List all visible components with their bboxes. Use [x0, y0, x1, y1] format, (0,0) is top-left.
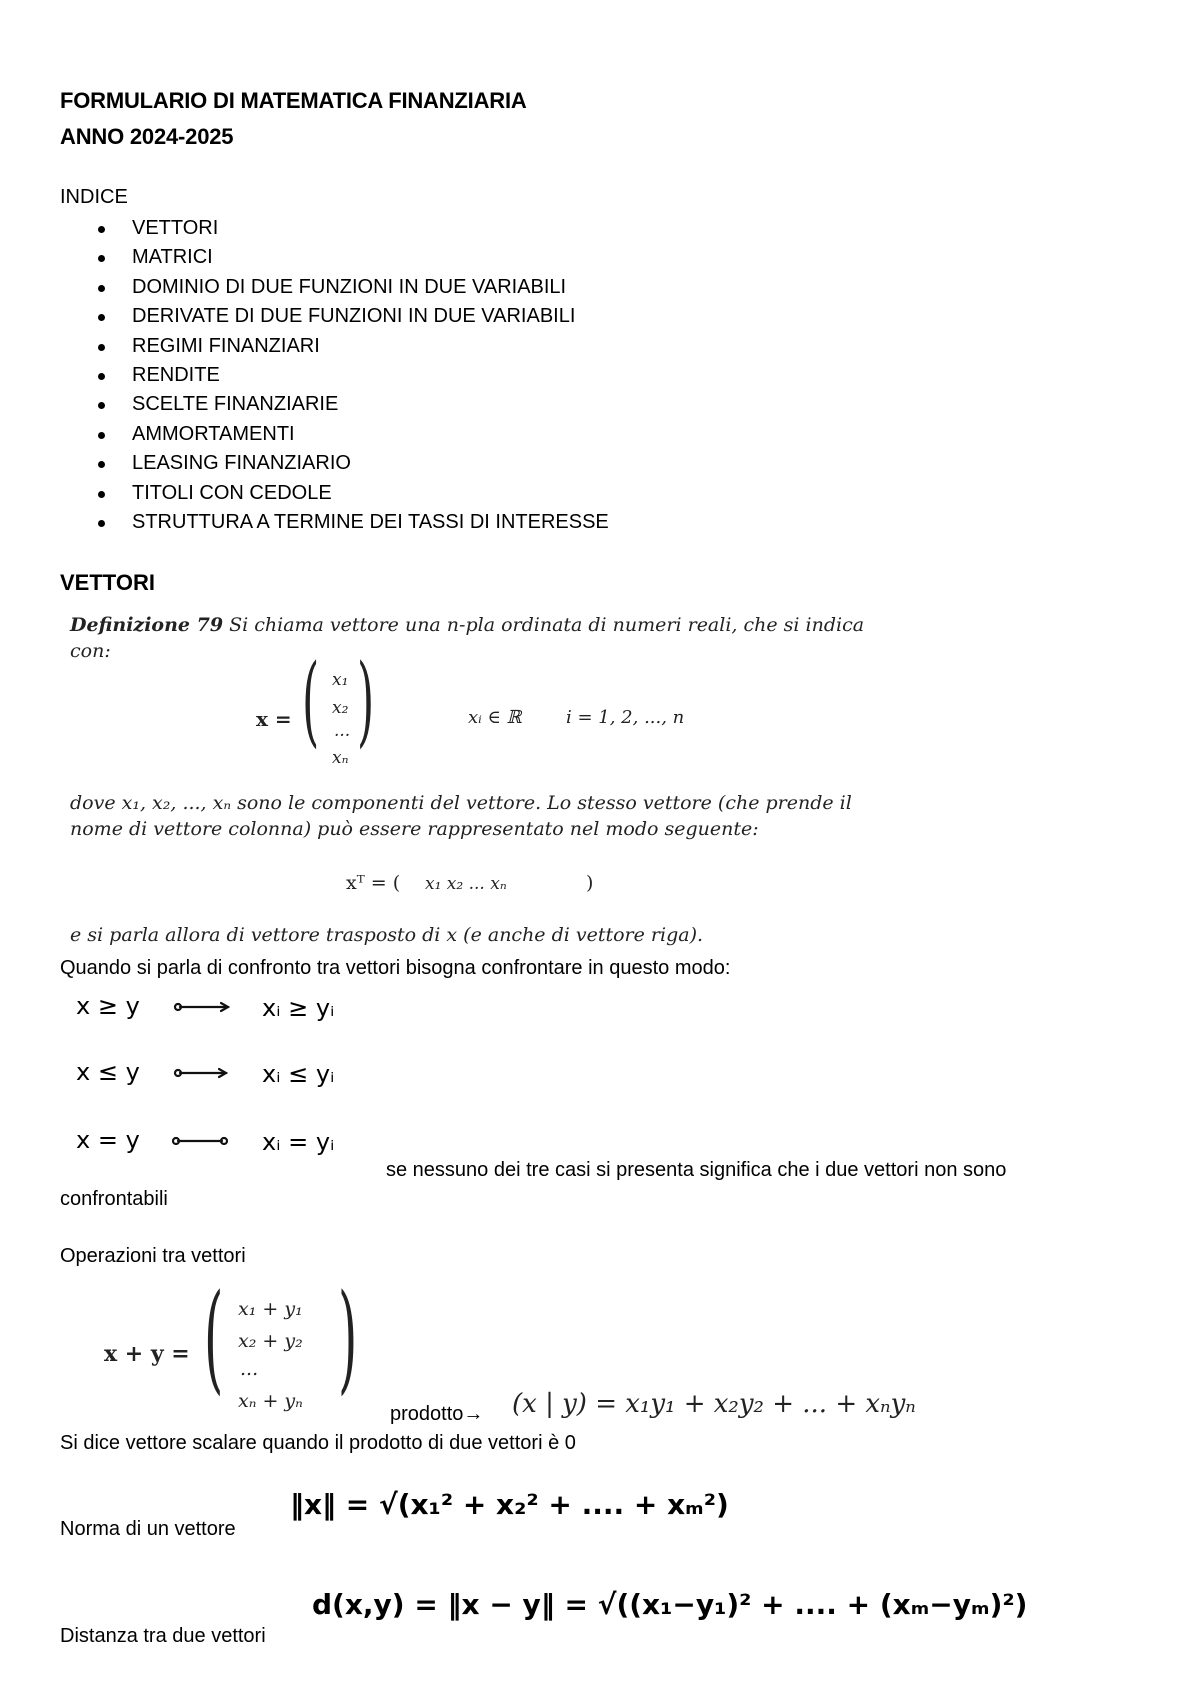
index-heading: INDICE — [60, 186, 128, 208]
definition-line-3: dove x₁, x₂, ..., xₙ sono le componenti del vettore. Lo stesso vettore (che prende il — [70, 792, 852, 814]
vector-component: xₙ — [332, 748, 349, 768]
list-item: DOMINIO DI DUE FUNZIONI IN DUE VARIABILI — [98, 273, 609, 302]
list-item: LEASING FINANZIARIO — [98, 449, 609, 478]
compare-note: se nessuno dei tre casi si presenta significa che i due vettori non sono — [386, 1159, 1007, 1181]
sum-component: xₙ + yₙ — [238, 1390, 303, 1412]
compare-intro: Quando si parla di confronto tra vettori bisogna confrontare in questo modo: — [60, 957, 731, 979]
right-paren-icon: ) — [338, 1268, 358, 1406]
product-formula: (x | y) = x₁y₁ + x₂y₂ + ... + xₙyₙ — [512, 1389, 916, 1419]
distance-label: Distanza tra due vettori — [60, 1625, 266, 1647]
compare-note-cont: confrontabili — [60, 1188, 168, 1210]
list-item: STRUTTURA A TERMINE DEI TASSI DI INTERESSE — [98, 508, 609, 537]
document-title: FORMULARIO DI MATEMATICA FINANZIARIA — [60, 88, 527, 113]
condition-index: i = 1, 2, ..., n — [566, 707, 685, 728]
definition-line-4: nome di vettore colonna) può essere rappresentato nel modo seguente: — [70, 818, 759, 840]
norm-label: Norma di un vettore — [60, 1518, 236, 1540]
definition-line-1 — [70, 614, 864, 636]
sum-component: ... — [240, 1358, 259, 1380]
definition-line-5: e si parla allora di vettore trasposto di x (e anche di vettore riga). — [70, 924, 704, 946]
bullet-icon — [98, 461, 105, 468]
transpose-row: x₁ x₂ ... xₙ — [425, 874, 507, 894]
bullet-icon — [98, 491, 105, 498]
sum-component: x₂ + y₂ — [238, 1330, 303, 1352]
bullet-icon — [98, 285, 105, 292]
operations-heading: Operazioni tra vettori — [60, 1245, 246, 1267]
bullet-icon — [98, 402, 105, 409]
transpose-lhs: xᵀ = ( — [346, 872, 401, 894]
bullet-icon — [98, 432, 105, 439]
left-paren-icon: ( — [302, 644, 320, 758]
comparison-lhs: x ≤ y — [76, 1058, 140, 1086]
bullet-icon — [98, 314, 105, 321]
right-paren-icon: ) — [357, 644, 375, 758]
bullet-icon — [98, 520, 105, 527]
definition-label: Definizione 79 — [70, 614, 224, 636]
vector-lhs: x = — [256, 707, 292, 731]
vector-component: ... — [334, 721, 351, 741]
list-item: RENDITE — [98, 361, 609, 390]
vector-component: x₁ — [332, 670, 349, 690]
bullet-icon — [98, 344, 105, 351]
distance-formula: d(x,y) = ‖x − y‖ = √((x₁−y₁)² + .... + (xₘ−yₘ)²) — [312, 1588, 1028, 1621]
comparison-rhs: xᵢ ≤ yᵢ — [262, 1060, 335, 1088]
definition-text: Si chiama vettore una n-pla ordinata di numeri reali, che si indica — [229, 614, 865, 636]
bullet-icon — [98, 373, 105, 380]
comparison-rhs: xᵢ = yᵢ — [262, 1128, 335, 1156]
left-paren-icon: ( — [204, 1268, 224, 1406]
sum-lhs: x + y = — [104, 1341, 190, 1367]
sum-component: x₁ + y₁ — [238, 1298, 303, 1320]
section-heading: VETTORI — [60, 570, 155, 595]
bullet-icon — [98, 226, 105, 233]
condition-real: xᵢ ∈ ℝ — [468, 707, 522, 728]
comparison-rhs: xᵢ ≥ yᵢ — [262, 994, 335, 1022]
list-item: REGIMI FINANZIARI — [98, 332, 609, 361]
bullet-icon — [98, 255, 105, 262]
list-item: AMMORTAMENTI — [98, 420, 609, 449]
list-item: MATRICI — [98, 243, 609, 272]
document-subtitle: ANNO 2024-2025 — [60, 124, 234, 149]
scalar-note: Si dice vettore scalare quando il prodotto di due vettori è 0 — [60, 1432, 576, 1454]
list-item: VETTORI — [98, 214, 609, 243]
index-list — [98, 214, 609, 537]
product-label: prodotto→ — [390, 1403, 484, 1425]
transpose-rhs: ) — [586, 872, 594, 894]
list-item: SCELTE FINANZIARIE — [98, 390, 609, 419]
comparison-lhs: x ≥ y — [76, 992, 140, 1020]
list-item: DERIVATE DI DUE FUNZIONI IN DUE VARIABILI — [98, 302, 609, 331]
vector-component: x₂ — [332, 698, 349, 718]
definition-line-2: con: — [70, 640, 111, 662]
list-item: TITOLI CON CEDOLE — [98, 479, 609, 508]
comparison-lhs: x = y — [76, 1126, 140, 1154]
norm-formula: ‖x‖ = √(x₁² + x₂² + .... + xₘ²) — [290, 1488, 729, 1521]
